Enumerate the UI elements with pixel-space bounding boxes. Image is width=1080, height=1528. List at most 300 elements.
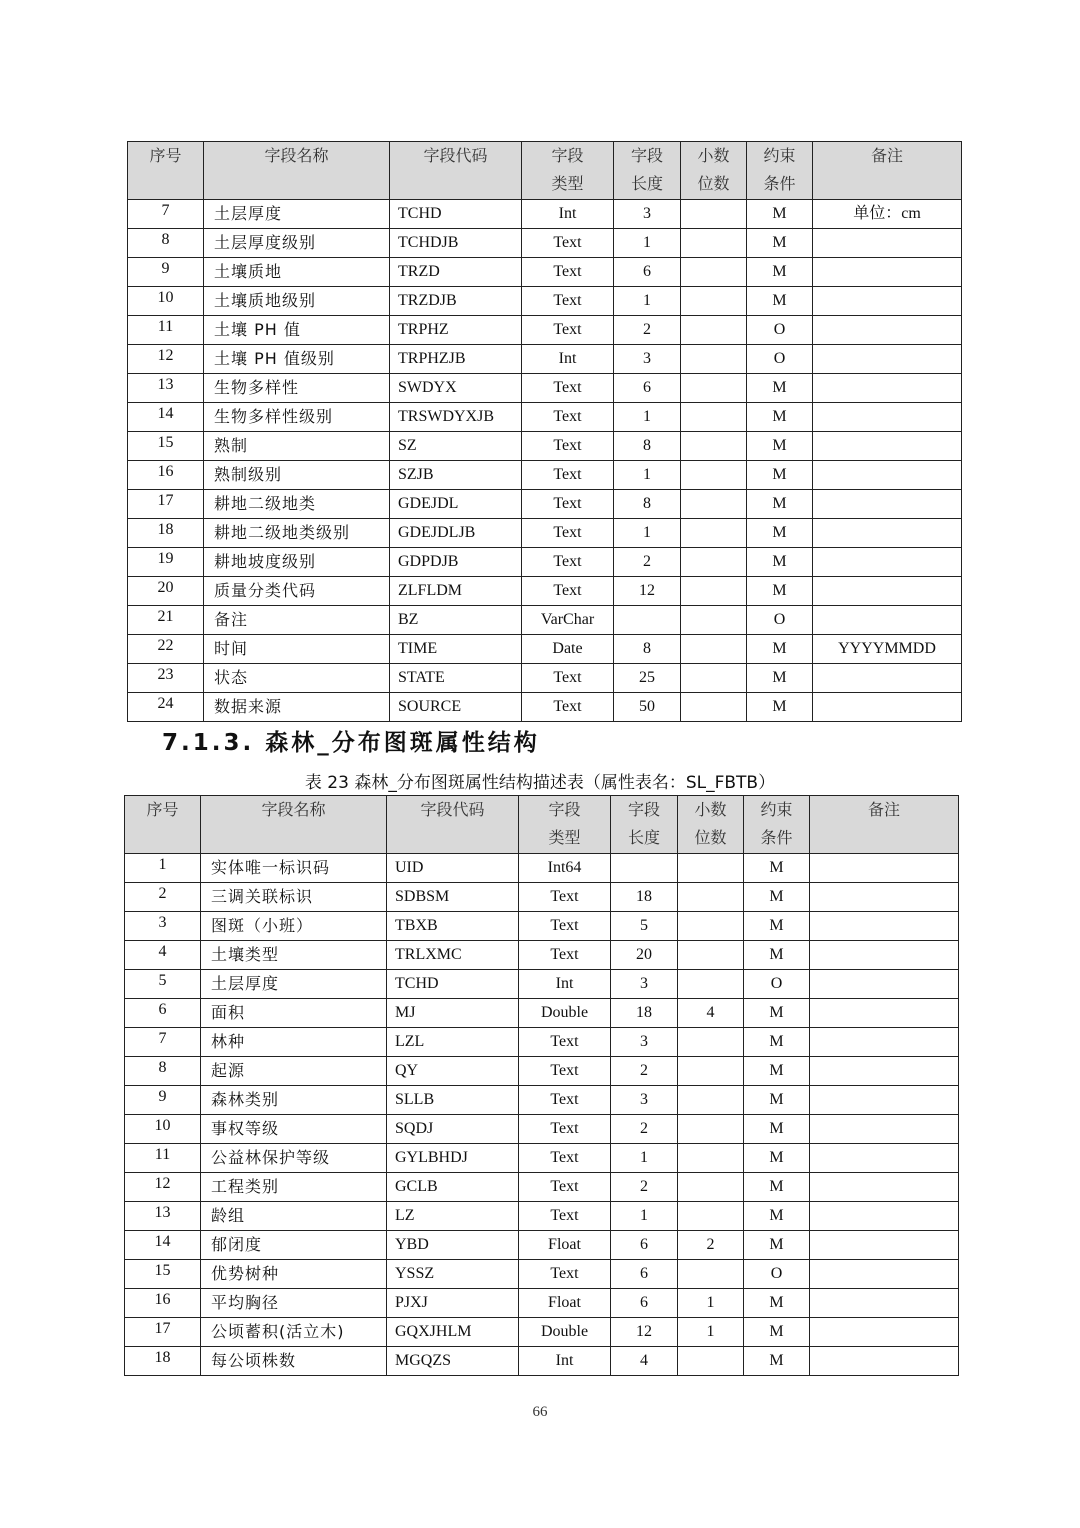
cell-field-length: 12 xyxy=(614,577,681,606)
cell-field-code: STATE xyxy=(390,664,522,693)
cell-field-name: 备注 xyxy=(204,606,390,635)
cell-field-name: 土壤质地级别 xyxy=(204,287,390,316)
cell-field-length: 8 xyxy=(614,432,681,461)
cell-note xyxy=(813,229,962,258)
cell-constraint: M xyxy=(744,1318,810,1347)
cell-note xyxy=(810,854,959,883)
cell-constraint: O xyxy=(744,970,810,999)
cell-field-code: TRZDJB xyxy=(390,287,522,316)
cell-note xyxy=(813,577,962,606)
cell-field-length: 1 xyxy=(614,403,681,432)
cell-field-name: 工程类别 xyxy=(201,1173,387,1202)
cell-note xyxy=(813,287,962,316)
cell-field-code: TRLXMC xyxy=(387,941,519,970)
cell-note xyxy=(813,403,962,432)
cell-field-type: Double xyxy=(519,1318,611,1347)
cell-decimals xyxy=(681,374,747,403)
table-header-row xyxy=(125,796,959,854)
cell-constraint: M xyxy=(744,941,810,970)
header-field-type: 字段 类型 xyxy=(519,796,611,854)
cell-decimals xyxy=(678,1347,744,1376)
table-row xyxy=(125,1260,959,1289)
cell-field-name: 土壤类型 xyxy=(201,941,387,970)
cell-note xyxy=(813,693,962,722)
cell-field-type: Text xyxy=(519,1202,611,1231)
cell-seq: 14 xyxy=(128,403,204,432)
cell-field-code: SLLB xyxy=(387,1086,519,1115)
header-note: 备注 xyxy=(810,796,959,854)
cell-field-code: SOURCE xyxy=(390,693,522,722)
cell-note xyxy=(810,1028,959,1057)
table-row xyxy=(128,548,962,577)
cell-field-type: Text xyxy=(519,1028,611,1057)
header-constraint: 约束 条件 xyxy=(747,142,813,200)
cell-seq: 10 xyxy=(128,287,204,316)
header-field-type: 字段 类型 xyxy=(522,142,614,200)
cell-field-length: 2 xyxy=(611,1115,678,1144)
cell-note xyxy=(810,1057,959,1086)
cell-field-length: 1 xyxy=(611,1144,678,1173)
table-row xyxy=(128,287,962,316)
cell-constraint: M xyxy=(744,1144,810,1173)
cell-field-type: Text xyxy=(522,287,614,316)
cell-constraint: M xyxy=(744,1231,810,1260)
cell-constraint: M xyxy=(747,519,813,548)
cell-field-type: Date xyxy=(522,635,614,664)
cell-seq: 19 xyxy=(128,548,204,577)
cell-field-type: Text xyxy=(519,1260,611,1289)
cell-field-type: Text xyxy=(519,912,611,941)
cell-note xyxy=(810,999,959,1028)
table-row xyxy=(125,1144,959,1173)
table-row xyxy=(125,1115,959,1144)
cell-field-code: GYLBHDJ xyxy=(387,1144,519,1173)
cell-field-name: 状态 xyxy=(204,664,390,693)
table-row xyxy=(125,883,959,912)
cell-field-code: ZLFLDM xyxy=(390,577,522,606)
cell-constraint: M xyxy=(747,577,813,606)
cell-constraint: M xyxy=(744,912,810,941)
table-row xyxy=(125,912,959,941)
cell-decimals xyxy=(678,970,744,999)
table-row xyxy=(128,200,962,229)
cell-field-type: Text xyxy=(519,941,611,970)
cell-field-length: 2 xyxy=(611,1173,678,1202)
cell-field-code: YBD xyxy=(387,1231,519,1260)
cell-note xyxy=(813,519,962,548)
cell-field-code: QY xyxy=(387,1057,519,1086)
cell-field-name: 每公顷株数 xyxy=(201,1347,387,1376)
cell-field-type: Int xyxy=(522,345,614,374)
cell-field-length: 6 xyxy=(611,1260,678,1289)
cell-decimals xyxy=(681,606,747,635)
header-seq: 序号 xyxy=(128,142,204,200)
cell-field-code: BZ xyxy=(390,606,522,635)
cell-seq: 3 xyxy=(125,912,201,941)
field-table-continued xyxy=(127,141,962,722)
cell-field-name: 熟制级别 xyxy=(204,461,390,490)
cell-seq: 8 xyxy=(125,1057,201,1086)
cell-constraint: M xyxy=(747,461,813,490)
table-row xyxy=(125,1086,959,1115)
cell-seq: 23 xyxy=(128,664,204,693)
table-row xyxy=(128,374,962,403)
cell-field-length: 4 xyxy=(611,1347,678,1376)
cell-seq: 7 xyxy=(125,1028,201,1057)
cell-decimals xyxy=(681,403,747,432)
cell-field-length: 6 xyxy=(614,258,681,287)
cell-field-type: Text xyxy=(519,883,611,912)
cell-decimals xyxy=(678,1173,744,1202)
cell-seq: 20 xyxy=(128,577,204,606)
cell-constraint: M xyxy=(744,1086,810,1115)
cell-field-length: 50 xyxy=(614,693,681,722)
cell-constraint: M xyxy=(744,1289,810,1318)
cell-note xyxy=(813,374,962,403)
cell-field-type: Text xyxy=(522,461,614,490)
cell-note xyxy=(813,345,962,374)
cell-field-code: SWDYX xyxy=(390,374,522,403)
header-field-name: 字段名称 xyxy=(204,142,390,200)
cell-field-name: 土壤 PH 值级别 xyxy=(204,345,390,374)
table-header-row xyxy=(128,142,962,200)
cell-constraint: M xyxy=(744,883,810,912)
cell-seq: 18 xyxy=(128,519,204,548)
cell-seq: 14 xyxy=(125,1231,201,1260)
table-row xyxy=(128,693,962,722)
cell-field-type: Float xyxy=(519,1231,611,1260)
cell-decimals xyxy=(681,664,747,693)
cell-field-type: Text xyxy=(522,664,614,693)
cell-field-name: 公益林保护等级 xyxy=(201,1144,387,1173)
cell-field-length: 6 xyxy=(611,1231,678,1260)
table-row xyxy=(125,854,959,883)
page-number: 66 xyxy=(532,1404,548,1420)
cell-decimals xyxy=(681,316,747,345)
table-row xyxy=(128,577,962,606)
cell-decimals xyxy=(681,345,747,374)
section-heading: 7.1.3. 森林_分布图斑属性结构 xyxy=(162,730,540,756)
cell-decimals xyxy=(681,490,747,519)
header-field-length: 字段 长度 xyxy=(611,796,678,854)
cell-field-type: Text xyxy=(522,548,614,577)
cell-field-code: PJXJ xyxy=(387,1289,519,1318)
cell-decimals xyxy=(681,519,747,548)
cell-constraint: O xyxy=(747,345,813,374)
cell-field-code: GDEJDL xyxy=(390,490,522,519)
cell-field-code: TCHDJB xyxy=(390,229,522,258)
cell-constraint: M xyxy=(744,1202,810,1231)
cell-field-name: 三调关联标识 xyxy=(201,883,387,912)
cell-seq: 8 xyxy=(128,229,204,258)
cell-seq: 11 xyxy=(128,316,204,345)
cell-seq: 17 xyxy=(128,490,204,519)
cell-constraint: M xyxy=(747,635,813,664)
cell-seq: 9 xyxy=(125,1086,201,1115)
cell-note xyxy=(813,490,962,519)
cell-field-type: Text xyxy=(519,1057,611,1086)
cell-note xyxy=(810,1086,959,1115)
cell-decimals xyxy=(678,883,744,912)
cell-field-name: 耕地坡度级别 xyxy=(204,548,390,577)
cell-decimals: 1 xyxy=(678,1289,744,1318)
table-row xyxy=(128,461,962,490)
cell-field-name: 公顷蓄积(活立木) xyxy=(201,1318,387,1347)
cell-constraint: M xyxy=(747,664,813,693)
cell-field-code: LZL xyxy=(387,1028,519,1057)
table-row xyxy=(128,229,962,258)
header-note: 备注 xyxy=(813,142,962,200)
cell-field-name: 土层厚度 xyxy=(201,970,387,999)
cell-decimals xyxy=(678,1028,744,1057)
cell-field-name: 土层厚度 xyxy=(204,200,390,229)
cell-field-length: 3 xyxy=(614,345,681,374)
cell-seq: 11 xyxy=(125,1144,201,1173)
cell-constraint: O xyxy=(744,1260,810,1289)
cell-field-code: GDEJDLJB xyxy=(390,519,522,548)
cell-note xyxy=(810,1115,959,1144)
cell-field-length: 25 xyxy=(614,664,681,693)
cell-decimals xyxy=(678,912,744,941)
cell-field-name: 面积 xyxy=(201,999,387,1028)
cell-field-type: Text xyxy=(522,490,614,519)
cell-field-type: Text xyxy=(522,258,614,287)
cell-seq: 18 xyxy=(125,1347,201,1376)
cell-decimals xyxy=(681,200,747,229)
cell-seq: 15 xyxy=(128,432,204,461)
cell-seq: 15 xyxy=(125,1260,201,1289)
cell-field-type: Float xyxy=(519,1289,611,1318)
table-row xyxy=(125,1057,959,1086)
cell-field-length: 6 xyxy=(614,374,681,403)
cell-decimals xyxy=(678,1115,744,1144)
cell-field-type: Double xyxy=(519,999,611,1028)
cell-field-code: TRPHZJB xyxy=(390,345,522,374)
cell-field-code: SDBSM xyxy=(387,883,519,912)
cell-constraint: M xyxy=(744,1115,810,1144)
cell-decimals xyxy=(681,693,747,722)
cell-field-name: 生物多样性级别 xyxy=(204,403,390,432)
cell-note xyxy=(813,548,962,577)
cell-field-name: 实体唯一标识码 xyxy=(201,854,387,883)
cell-field-code: SZ xyxy=(390,432,522,461)
cell-field-length: 1 xyxy=(614,519,681,548)
table-row xyxy=(128,316,962,345)
table-row xyxy=(125,1289,959,1318)
header-field-name: 字段名称 xyxy=(201,796,387,854)
cell-field-name: 郁闭度 xyxy=(201,1231,387,1260)
cell-field-type: Text xyxy=(522,316,614,345)
cell-field-length: 20 xyxy=(611,941,678,970)
table-row xyxy=(128,258,962,287)
cell-field-code: GDPDJB xyxy=(390,548,522,577)
table-row xyxy=(128,664,962,693)
cell-decimals xyxy=(681,577,747,606)
cell-constraint: M xyxy=(747,374,813,403)
table-row xyxy=(125,1347,959,1376)
cell-decimals xyxy=(678,854,744,883)
table-row xyxy=(125,1231,959,1260)
cell-seq: 12 xyxy=(128,345,204,374)
cell-field-length: 1 xyxy=(614,461,681,490)
cell-constraint: M xyxy=(747,693,813,722)
table-row xyxy=(125,999,959,1028)
cell-field-type: Int xyxy=(522,200,614,229)
cell-field-length: 3 xyxy=(614,200,681,229)
cell-seq: 12 xyxy=(125,1173,201,1202)
table-row xyxy=(125,941,959,970)
cell-note xyxy=(810,1173,959,1202)
cell-constraint: M xyxy=(744,999,810,1028)
cell-note: 单位：cm xyxy=(813,200,962,229)
table-row xyxy=(125,1202,959,1231)
cell-field-type: Text xyxy=(519,1086,611,1115)
cell-constraint: M xyxy=(747,229,813,258)
cell-seq: 24 xyxy=(128,693,204,722)
cell-decimals xyxy=(681,635,747,664)
cell-constraint: M xyxy=(747,403,813,432)
cell-field-code: SZJB xyxy=(390,461,522,490)
cell-field-type: Int64 xyxy=(519,854,611,883)
cell-field-name: 起源 xyxy=(201,1057,387,1086)
cell-field-code: SQDJ xyxy=(387,1115,519,1144)
cell-decimals xyxy=(678,941,744,970)
cell-field-code: TRPHZ xyxy=(390,316,522,345)
cell-field-length: 2 xyxy=(614,548,681,577)
header-field-length: 字段 长度 xyxy=(614,142,681,200)
cell-note xyxy=(810,1347,959,1376)
cell-field-name: 优势树种 xyxy=(201,1260,387,1289)
cell-field-length: 18 xyxy=(611,883,678,912)
cell-seq: 1 xyxy=(125,854,201,883)
header-decimals: 小数 位数 xyxy=(678,796,744,854)
cell-constraint: M xyxy=(744,1057,810,1086)
cell-field-length: 2 xyxy=(611,1057,678,1086)
table-row xyxy=(128,606,962,635)
cell-constraint: M xyxy=(747,548,813,577)
cell-seq: 10 xyxy=(125,1115,201,1144)
cell-field-code: GQXJHLM xyxy=(387,1318,519,1347)
cell-note xyxy=(810,1202,959,1231)
cell-note xyxy=(813,461,962,490)
cell-field-type: Text xyxy=(519,1115,611,1144)
cell-field-name: 生物多样性 xyxy=(204,374,390,403)
cell-seq: 7 xyxy=(128,200,204,229)
cell-field-type: Int xyxy=(519,970,611,999)
cell-field-name: 耕地二级地类级别 xyxy=(204,519,390,548)
cell-field-code: YSSZ xyxy=(387,1260,519,1289)
cell-field-code: TIME xyxy=(390,635,522,664)
cell-decimals xyxy=(678,1260,744,1289)
cell-constraint: M xyxy=(744,1347,810,1376)
cell-constraint: O xyxy=(747,606,813,635)
cell-constraint: M xyxy=(744,1173,810,1202)
cell-field-type: Text xyxy=(522,403,614,432)
table-row xyxy=(128,432,962,461)
cell-decimals xyxy=(681,229,747,258)
table-row xyxy=(128,490,962,519)
cell-constraint: M xyxy=(744,1028,810,1057)
cell-field-length: 3 xyxy=(611,970,678,999)
cell-note xyxy=(810,941,959,970)
field-table-sl-fbtb xyxy=(124,795,959,1376)
cell-seq: 4 xyxy=(125,941,201,970)
cell-note xyxy=(810,970,959,999)
cell-seq: 6 xyxy=(125,999,201,1028)
cell-field-code: LZ xyxy=(387,1202,519,1231)
cell-seq: 21 xyxy=(128,606,204,635)
header-field-code: 字段代码 xyxy=(387,796,519,854)
cell-field-name: 事权等级 xyxy=(201,1115,387,1144)
cell-field-name: 图斑（小班） xyxy=(201,912,387,941)
cell-constraint: M xyxy=(747,432,813,461)
cell-field-name: 熟制 xyxy=(204,432,390,461)
cell-field-name: 耕地二级地类 xyxy=(204,490,390,519)
header-seq: 序号 xyxy=(125,796,201,854)
table-caption: 表 23 森林_分布图斑属性结构描述表（属性表名：SL_FBTB） xyxy=(304,773,776,793)
header-constraint: 约束 条件 xyxy=(744,796,810,854)
cell-field-type: VarChar xyxy=(522,606,614,635)
cell-decimals xyxy=(678,1202,744,1231)
cell-field-name: 龄组 xyxy=(201,1202,387,1231)
cell-decimals: 4 xyxy=(678,999,744,1028)
cell-field-length xyxy=(614,606,681,635)
cell-constraint: O xyxy=(747,316,813,345)
cell-field-length: 8 xyxy=(614,635,681,664)
cell-seq: 13 xyxy=(128,374,204,403)
cell-field-name: 土层厚度级别 xyxy=(204,229,390,258)
cell-note xyxy=(810,1318,959,1347)
cell-decimals xyxy=(681,287,747,316)
cell-decimals xyxy=(678,1057,744,1086)
cell-seq: 13 xyxy=(125,1202,201,1231)
table-row xyxy=(125,1028,959,1057)
table-row xyxy=(125,1318,959,1347)
cell-note xyxy=(810,1289,959,1318)
cell-field-length: 1 xyxy=(614,287,681,316)
cell-field-length xyxy=(611,854,678,883)
table-row xyxy=(125,970,959,999)
cell-constraint: M xyxy=(744,854,810,883)
cell-constraint: M xyxy=(747,490,813,519)
cell-field-name: 平均胸径 xyxy=(201,1289,387,1318)
cell-field-name: 林种 xyxy=(201,1028,387,1057)
cell-field-name: 时间 xyxy=(204,635,390,664)
cell-note xyxy=(810,1144,959,1173)
cell-field-length: 3 xyxy=(611,1028,678,1057)
cell-field-type: Text xyxy=(522,693,614,722)
cell-field-length: 6 xyxy=(611,1289,678,1318)
cell-field-name: 森林类别 xyxy=(201,1086,387,1115)
header-decimals: 小数 位数 xyxy=(681,142,747,200)
table-row xyxy=(128,635,962,664)
cell-field-length: 12 xyxy=(611,1318,678,1347)
cell-decimals xyxy=(681,432,747,461)
cell-field-type: Text xyxy=(519,1173,611,1202)
cell-field-code: TCHD xyxy=(387,970,519,999)
cell-note xyxy=(813,316,962,345)
cell-seq: 2 xyxy=(125,883,201,912)
cell-note xyxy=(810,1231,959,1260)
cell-note xyxy=(810,883,959,912)
cell-note xyxy=(810,912,959,941)
cell-decimals xyxy=(678,1144,744,1173)
cell-field-code: UID xyxy=(387,854,519,883)
cell-field-name: 数据来源 xyxy=(204,693,390,722)
table-row xyxy=(128,403,962,432)
cell-seq: 16 xyxy=(125,1289,201,1318)
cell-decimals xyxy=(681,258,747,287)
